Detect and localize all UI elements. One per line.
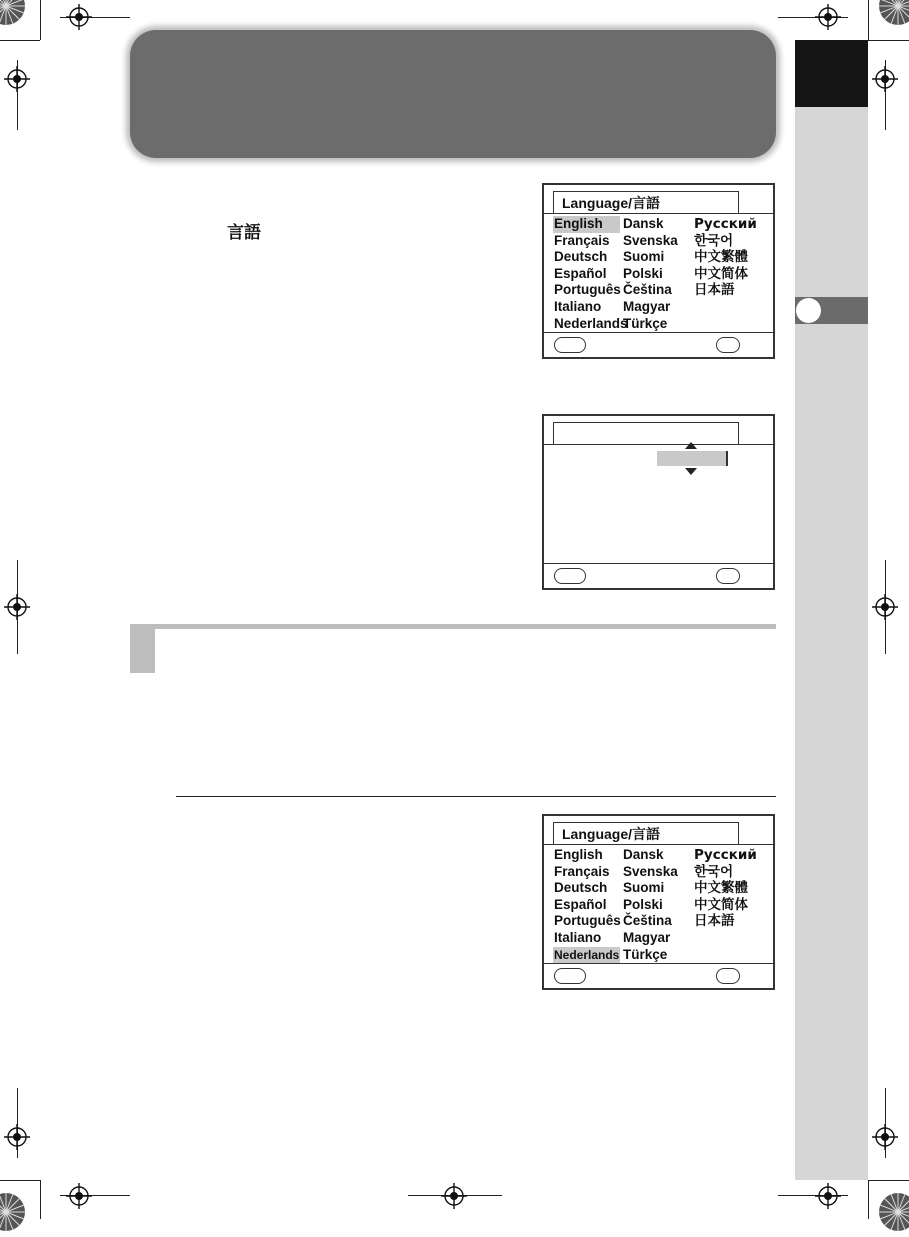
- crop-line: [868, 40, 909, 41]
- language-column-1: [553, 847, 621, 963]
- language-option-francais[interactable]: Français: [554, 232, 610, 248]
- language-option-korean[interactable]: 한국어: [694, 232, 734, 249]
- language-option-japanese[interactable]: 日本語: [694, 282, 735, 299]
- chapter-number-circle: [796, 298, 821, 323]
- language-column-2: [622, 847, 678, 963]
- registration-mark-icon: [4, 594, 30, 620]
- language-kanji-label: 言語: [227, 223, 261, 243]
- language-menu-screen-1: [542, 183, 775, 359]
- language-column-2: [622, 216, 678, 332]
- language-tab-label: Language/言語: [553, 822, 739, 845]
- menu-button-icon: [554, 968, 586, 984]
- registration-mark-icon: [872, 66, 898, 92]
- language-option-korean[interactable]: 한국어: [694, 863, 734, 880]
- starburst-mark-icon: [878, 0, 909, 26]
- language-option-suomi[interactable]: Suomi: [623, 249, 665, 265]
- language-option-polski[interactable]: Polski: [623, 265, 663, 281]
- chapter-sidebar: [795, 40, 868, 1180]
- screen-button-bar: [544, 563, 773, 588]
- language-option-francais[interactable]: Français: [554, 863, 610, 879]
- language-option-turkce[interactable]: Türkçe: [623, 946, 668, 962]
- setting-tab: [553, 422, 739, 445]
- registration-mark-icon: [66, 1183, 92, 1209]
- language-option-dansk[interactable]: Dansk: [623, 847, 664, 862]
- language-option-chinese-simplified[interactable]: 中文简体: [694, 265, 748, 282]
- selected-setting-field[interactable]: [657, 451, 728, 466]
- language-menu-screen-2: [542, 814, 775, 990]
- section-header-bar: [130, 624, 776, 629]
- menu-button-icon: [554, 568, 586, 584]
- starburst-mark-icon: [878, 1192, 909, 1232]
- language-option-chinese-traditional[interactable]: 中文繁體: [694, 880, 748, 897]
- language-option-portugues[interactable]: Português: [554, 282, 621, 298]
- screen-button-bar: [544, 963, 773, 988]
- section-header-block: [130, 624, 155, 673]
- arrow-up-icon: [685, 442, 697, 449]
- language-option-cestina[interactable]: Čeština: [623, 913, 672, 929]
- arrow-down-icon: [685, 468, 697, 475]
- menu-button-icon: [554, 337, 586, 353]
- registration-mark-icon: [872, 594, 898, 620]
- language-option-russian[interactable]: Русский: [694, 847, 757, 863]
- registration-mark-icon: [441, 1183, 467, 1209]
- registration-mark-icon: [872, 1124, 898, 1150]
- setting-screen: [542, 414, 775, 590]
- crop-line: [868, 1180, 909, 1181]
- crop-line: [0, 40, 40, 41]
- language-option-nederlands[interactable]: Nederlands: [554, 947, 620, 962]
- language-column-3: [693, 216, 757, 299]
- crop-line: [40, 0, 41, 40]
- language-option-suomi[interactable]: Suomi: [623, 880, 665, 896]
- language-option-italiano[interactable]: Italiano: [554, 298, 602, 314]
- language-option-chinese-simplified[interactable]: 中文简体: [694, 896, 748, 913]
- language-option-english[interactable]: English: [553, 216, 620, 233]
- ok-button-icon: [716, 568, 740, 584]
- language-option-svenska[interactable]: Svenska: [623, 863, 678, 879]
- language-option-turkce[interactable]: Türkçe: [623, 315, 668, 331]
- screen-button-bar: [544, 332, 773, 357]
- language-option-espanol[interactable]: Español: [554, 896, 607, 912]
- language-option-cestina[interactable]: Čeština: [623, 282, 672, 298]
- registration-mark-icon: [4, 1124, 30, 1150]
- language-option-italiano[interactable]: Italiano: [554, 929, 602, 945]
- language-option-magyar[interactable]: Magyar: [623, 929, 671, 945]
- registration-mark-icon: [815, 4, 841, 30]
- ok-button-icon: [716, 337, 740, 353]
- language-option-nederlands[interactable]: Nederlands: [554, 315, 628, 331]
- language-option-dansk[interactable]: Dansk: [623, 216, 664, 231]
- language-option-english[interactable]: English: [554, 847, 603, 862]
- crop-line: [0, 1180, 40, 1181]
- language-column-3: [693, 847, 757, 930]
- horizontal-rule: [176, 796, 776, 797]
- language-option-magyar[interactable]: Magyar: [623, 298, 671, 314]
- language-tab-label: Language/言語: [553, 191, 739, 214]
- language-option-deutsch[interactable]: Deutsch: [554, 880, 608, 896]
- ok-button-icon: [716, 968, 740, 984]
- registration-mark-icon: [66, 4, 92, 30]
- registration-mark-icon: [815, 1183, 841, 1209]
- chapter-tab-black: [795, 40, 868, 107]
- language-option-chinese-traditional[interactable]: 中文繁體: [694, 249, 748, 266]
- language-column-1: [553, 216, 628, 332]
- crop-line: [40, 1180, 41, 1219]
- starburst-mark-icon: [0, 0, 26, 26]
- starburst-mark-icon: [0, 1192, 26, 1232]
- title-banner: [130, 30, 776, 158]
- language-option-svenska[interactable]: Svenska: [623, 232, 678, 248]
- language-option-deutsch[interactable]: Deutsch: [554, 249, 608, 265]
- language-option-russian[interactable]: Русский: [694, 216, 757, 232]
- language-option-japanese[interactable]: 日本語: [694, 913, 735, 930]
- crop-line: [868, 1180, 869, 1219]
- language-option-espanol[interactable]: Español: [554, 265, 607, 281]
- registration-mark-icon: [4, 66, 30, 92]
- language-option-portugues[interactable]: Português: [554, 913, 621, 929]
- language-option-polski[interactable]: Polski: [623, 896, 663, 912]
- crop-line: [868, 0, 869, 40]
